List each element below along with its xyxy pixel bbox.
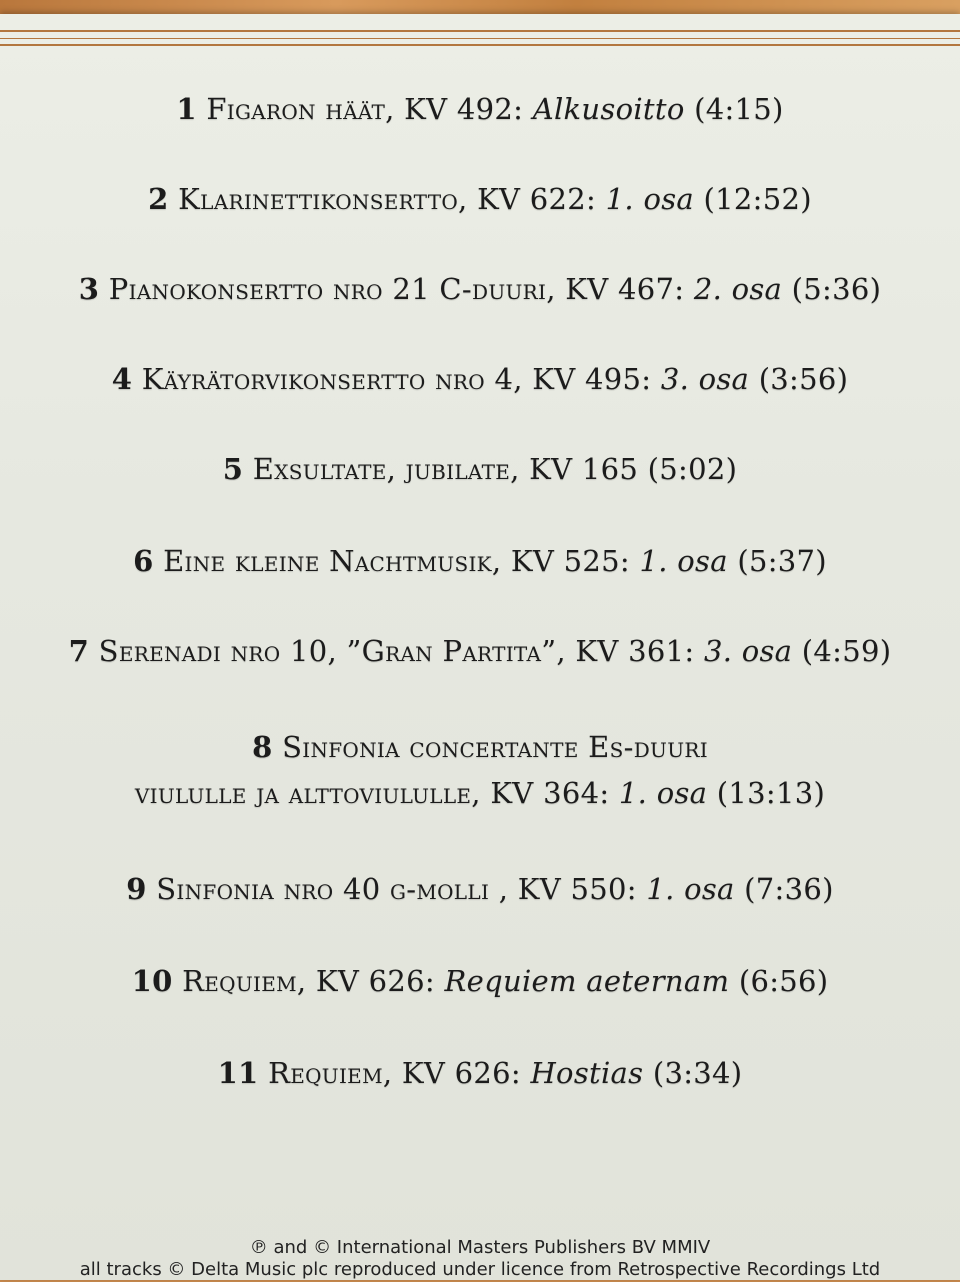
track-movement: 1. osa [646,872,735,906]
track-number: 6 [133,544,154,578]
track-title-line2: viululle ja alttoviululle, KV 364: [134,776,610,810]
track-duration: (5:02) [647,452,738,486]
track-title-line2-row [135,776,825,810]
track-title: Sinfonia concertante Es-duuri [282,730,708,764]
cd-insert-card [0,14,960,1280]
track-duration: (3:56) [758,362,849,396]
decorative-border-line [0,44,960,46]
track-number: 7 [68,634,90,668]
track-number: 10 [131,964,173,998]
track-number: 11 [217,1056,259,1090]
track-duration: (5:37) [737,544,827,578]
track-number: 9 [126,872,147,906]
track-number: 8 [252,730,273,764]
track-item [0,266,960,312]
track-item [0,538,960,584]
track-number: 3 [78,272,100,306]
track-title: Eine kleine Nachtmusik, KV 525: [163,544,630,578]
track-movement: 1. osa [605,182,694,216]
track-movement: 1. osa [639,544,728,578]
decorative-border-line [0,38,960,39]
track-movement: Hostias [530,1056,644,1090]
decorative-border-line [0,30,960,32]
track-duration: (4:59) [801,634,892,668]
track-title: Klarinettikonsertto, KV 622: [178,182,597,216]
track-title-line1 [0,724,960,770]
track-duration: (7:36) [744,872,834,906]
track-number: 5 [222,452,244,486]
track-title: Sinfonia nro 40 g-molli , KV 550: [156,872,637,906]
track-title: Serenadi nro 10, ”Gran Partita”, KV 361: [98,634,695,668]
track-number: 2 [148,182,169,216]
track-duration: (6:56) [738,964,829,998]
track-movement: 1. osa [618,776,708,810]
track-title: Figaron häät, KV 492: [206,92,524,126]
track-duration: (4:15) [694,92,784,126]
track-item [0,628,960,674]
track-item [0,958,960,1004]
track-movement: Requiem aeternam [444,964,730,998]
track-item [0,446,960,492]
track-item [0,86,960,132]
track-duration: (12:52) [703,182,812,216]
track-item [0,724,960,816]
track-duration: (5:36) [791,272,882,306]
licence-line: all tracks © Delta Music plc reproduced under licence from Retrospective Recordings Ltd [79,1259,881,1280]
track-title: Requiem, KV 626: [268,1056,521,1090]
track-item [0,176,960,222]
copyright-line: ℗ and © International Masters Publishers BV MMIV [249,1237,711,1258]
track-duration: (13:13) [716,776,826,810]
track-item [0,866,960,912]
track-title: Exsultate, jubilate, KV 165 [252,452,639,486]
track-movement: 3. osa [703,634,793,668]
track-movement: 3. osa [660,362,750,396]
track-movement: Alkusoitto [532,92,685,126]
track-title: Käyrätorvikonsertto nro 4, KV 495: [141,362,652,396]
track-item [0,356,960,402]
track-duration: (3:34) [652,1056,743,1090]
track-number: 1 [176,92,197,126]
track-title: Requiem, KV 626: [182,964,435,998]
track-item [0,1050,960,1096]
track-movement: 2. osa [693,272,783,306]
track-title: Pianokonsertto nro 21 C-duuri, KV 467: [108,272,685,306]
track-number: 4 [111,362,133,396]
